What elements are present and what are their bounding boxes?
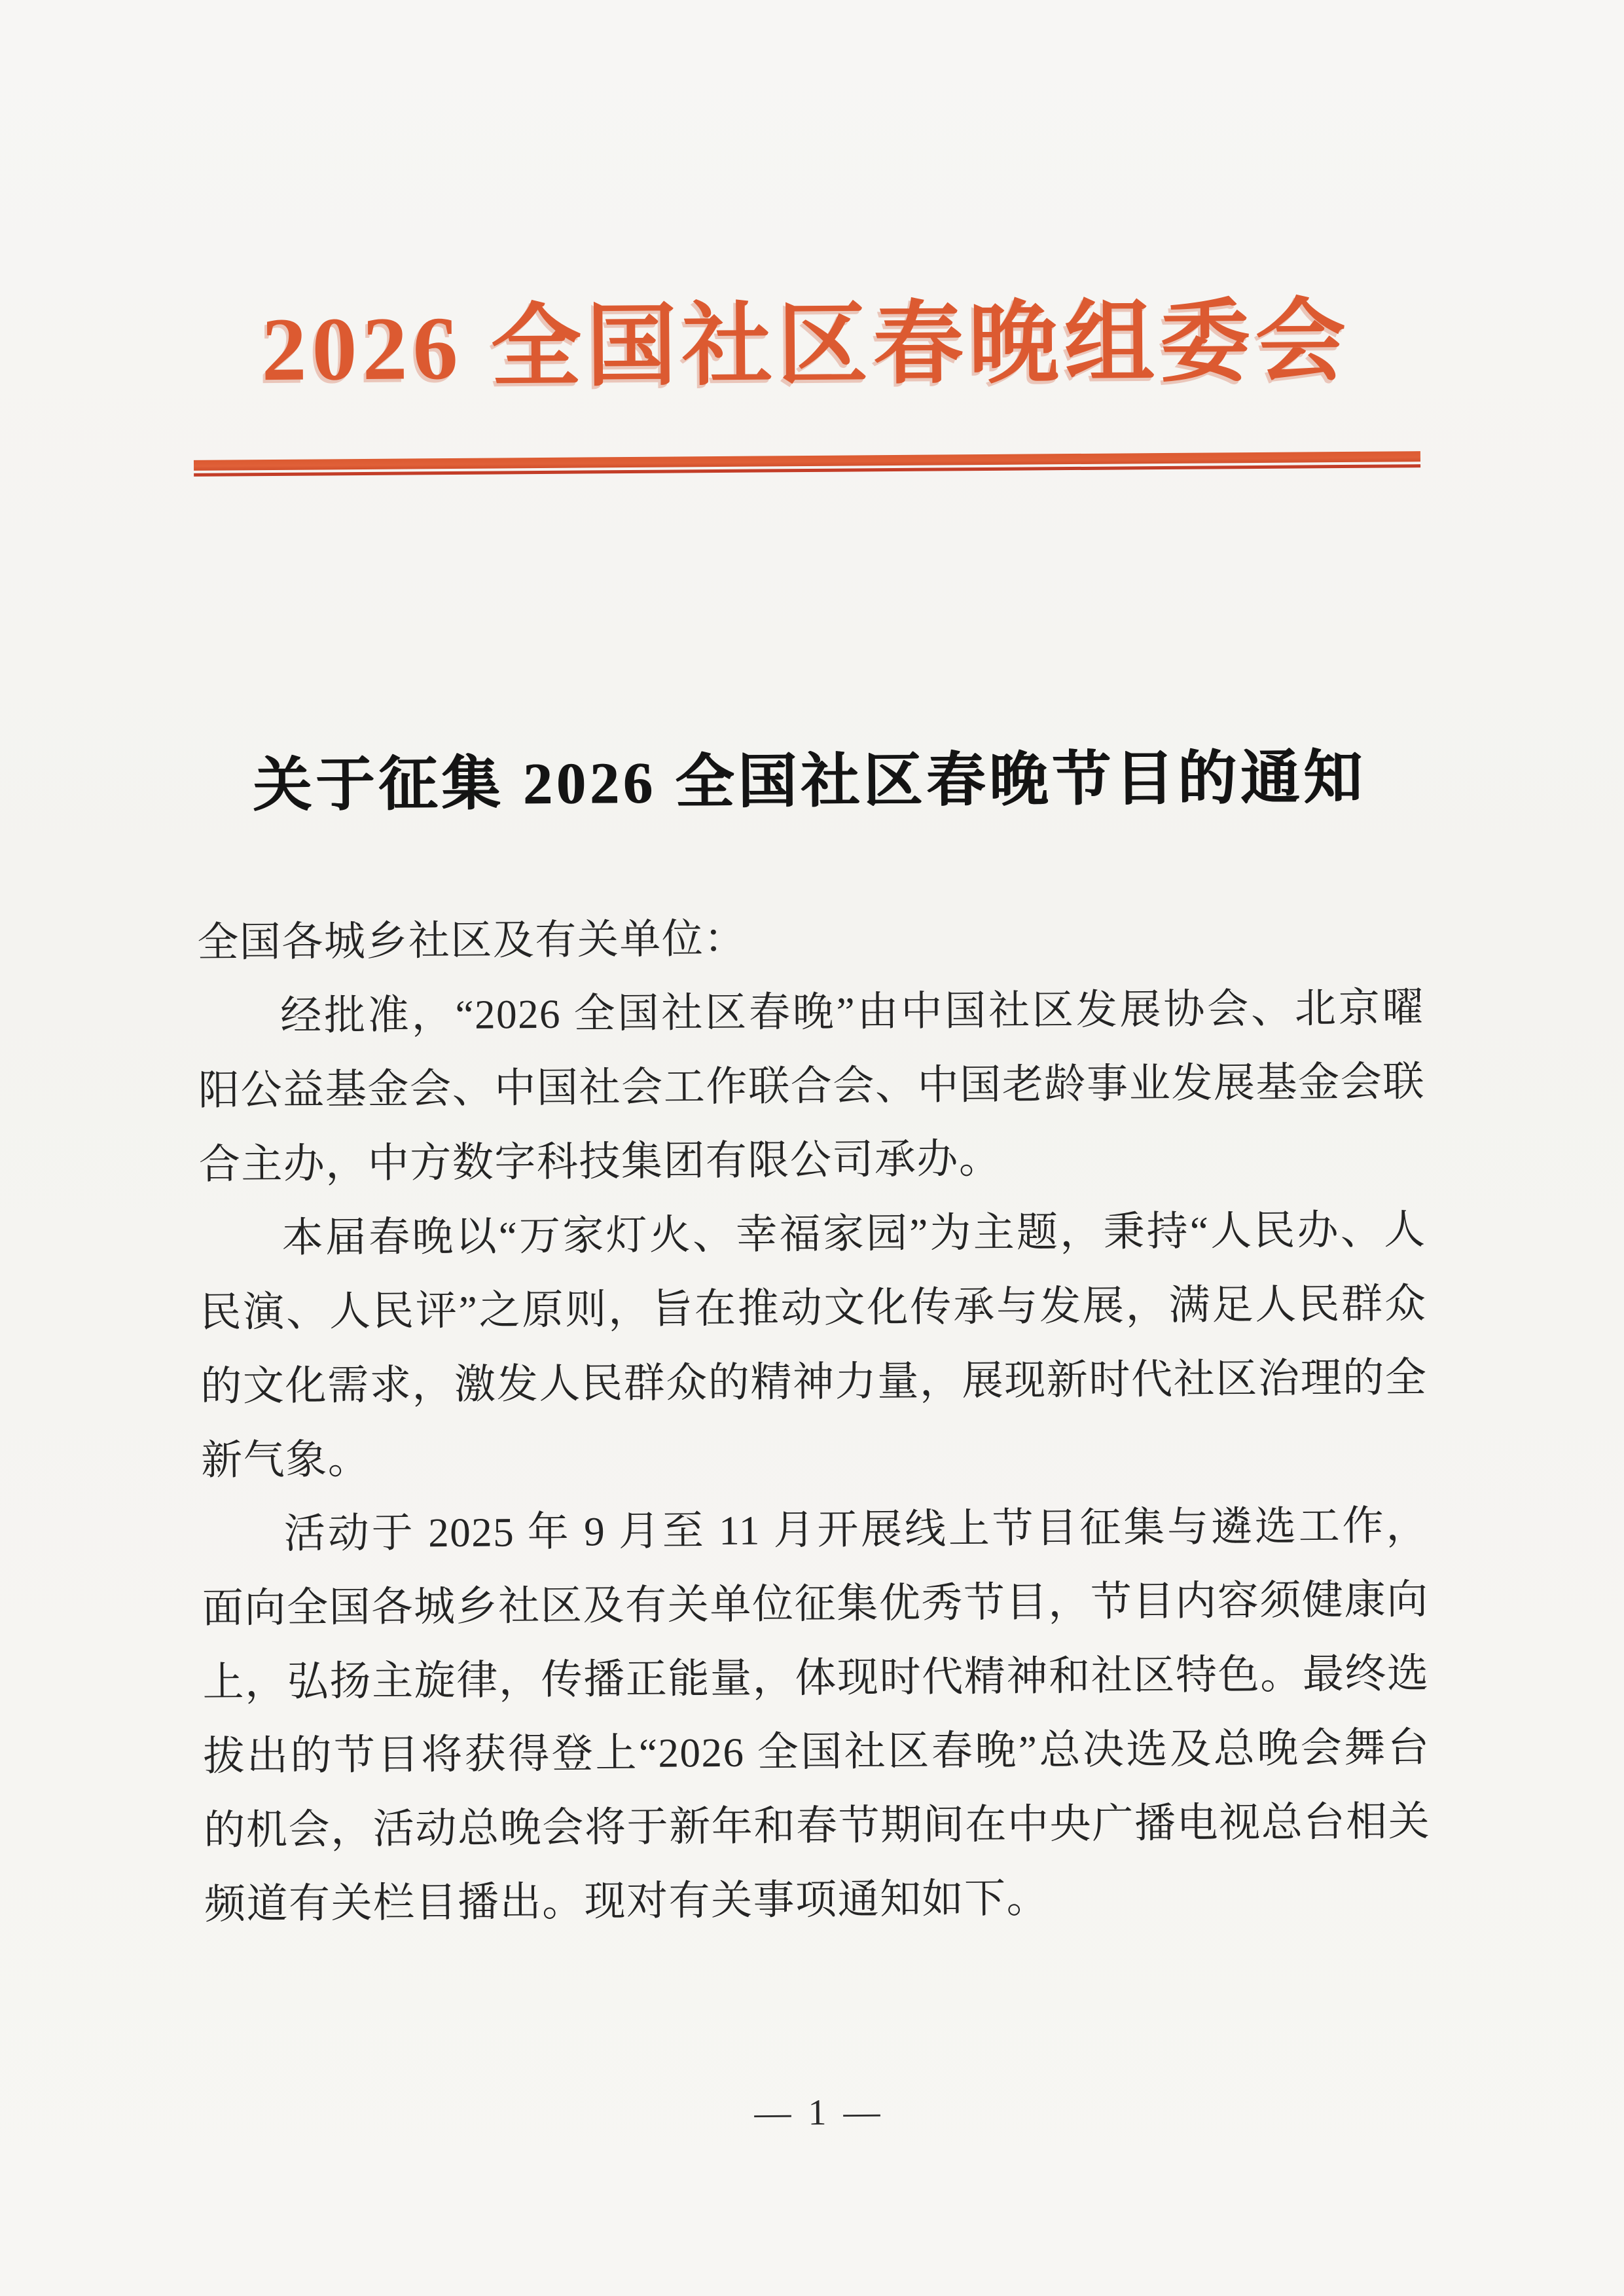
letterhead-divider	[194, 451, 1420, 477]
salutation: 全国各城乡社区及有关单位：	[197, 915, 747, 966]
notice-title: 关于征集 2026 全国社区春晚节目的通知	[252, 745, 1367, 819]
paragraph-schedule: 活动于 2025 年 9 月至 11 月开展线上节目征集与遴选工作，面向全国各城乡社区及有关单位征集优秀节目，节目内容须健康向上，弘扬主旋律，传播正能量，体现时代精神和社区特色。最终选拔出的节目将获得登上“2026 全国社区春晚”总决选及总晚会舞台的机会，活动总晚会将于新年和春节期间在中央广播电视总台相关频道有关栏目播出。现对有关事项通知如下。	[202, 1503, 1431, 1928]
paragraph-organizers: 经批准，“2026 全国社区春晚”由中国社区发展协会、北京曜阳公益基金会、中国社会工作联合会、中国老龄事业发展基金会联合主办，中方数字科技集团有限公司承办。	[198, 985, 1426, 1188]
paragraph-theme: 本届春晚以“万家灯火、幸福家园”为主题，秉持“人民办、人民演、人民评”之原则，旨在推动文化传承与发展，满足人民群众的文化需求，激发人民群众的精神力量，展现新时代社区治理的全新气象。	[200, 1207, 1428, 1484]
scanned-content	[190, 0, 1433, 2136]
letterhead-title: 2026 全国社区春晚组委会	[261, 291, 1352, 400]
page-number: — 1 —	[754, 2092, 884, 2134]
